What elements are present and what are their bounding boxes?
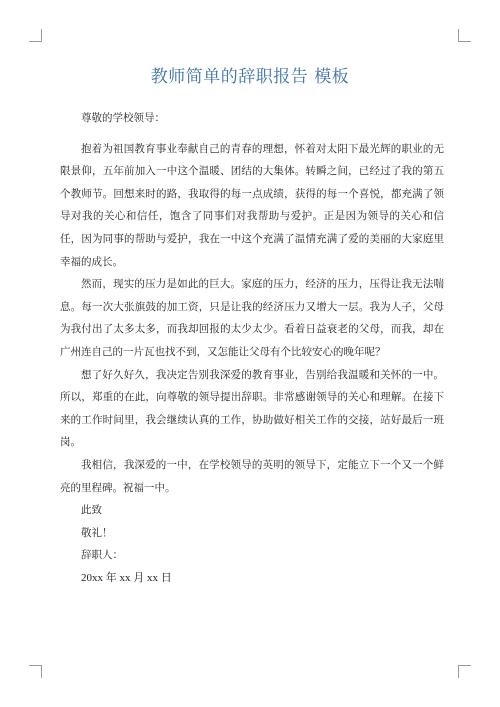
crop-mark-top-left (29, 29, 42, 42)
document-body (60, 107, 444, 589)
crop-mark-bottom-right (458, 665, 471, 678)
closing-greeting: 此致 (81, 504, 102, 517)
signature-date: 20xx 年 xx 月 xx 日 (81, 571, 172, 584)
salutation: 尊敬的学校领导： (81, 112, 165, 124)
paragraph-4: 我相信，我深爱的一中，在学校领导的英明的领导下，定能立下一个又一个鲜亮的里程碑。祝福一中。 (60, 458, 444, 494)
paragraph-2: 然而，现实的压力是如此的巨大。家庭的压力，经济的压力，压得让我无法喘息。每一次大张旗鼓的加工资，只是让我的经济压力又增大一层。我为人子，父母为我付出了太多太多，而我却回报的太少太少。看着日益衰老的父母，而我，却在广州连自己的一片瓦也找不到，又怎能让父母有个比较安心的晚年呢？ (60, 278, 444, 358)
paragraph-1: 抱着为祖国教育事业奉献自己的青春的理想，怀着对太阳下最光辉的职业的无限景仰，五年前加入一中这个温暖、团结的大集体。转瞬之间，已经过了我的第五个教师节。回想来时的路，我取得的每一点成绩，获得的每一个喜悦，都充满了领导对我的关心和信任，饱含了同事们对我帮助与爱护。正是因为领导的关心和信任，因为同事的帮助与爱护，我在一中这个充满了温情充满了爱的美丽的大家庭里幸福的成长。 (60, 142, 444, 268)
closing-salute: 敬礼！ (81, 526, 113, 539)
crop-mark-top-right (458, 29, 471, 42)
crop-mark-bottom-left (29, 665, 42, 678)
document-title: 教师简单的辞职报告 模板 (150, 67, 350, 87)
paragraph-3: 想了好久好久，我决定告别我深爱的教育事业，告别给我温暖和关怀的一中。所以，郑重的在此，向尊敬的领导提出辞职。非常感谢领导的关心和理解。在接下来的工作时间里，我会继续认真的工作，协助做好相关工作的交接，站好最后一班岗。 (60, 368, 444, 449)
signature-label: 辞职人： (81, 549, 123, 562)
